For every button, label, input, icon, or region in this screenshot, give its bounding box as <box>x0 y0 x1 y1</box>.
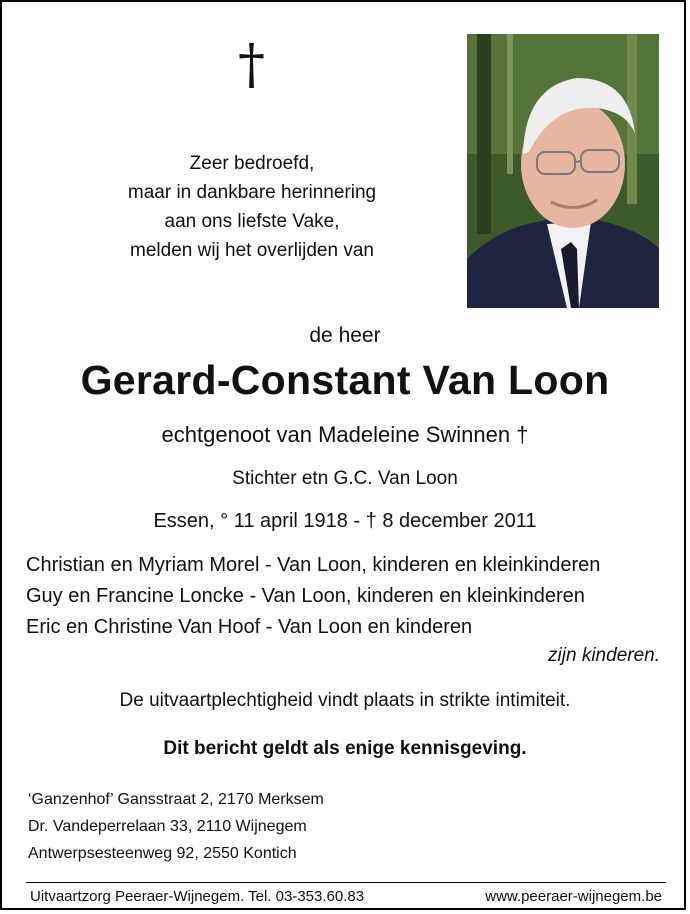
address-list <box>28 786 324 867</box>
cross-symbol: † <box>238 33 265 96</box>
spouse-line: echtgenoot van Madeleine Swinnen † <box>161 422 529 447</box>
deceased-name: Gerard-Constant Van Loon <box>80 357 610 403</box>
honorific: de heer <box>309 324 381 347</box>
funeral-home-contact: Uitvaartzorg Peeraer-Wijnegem. Tel. 03-353.60.83 <box>30 888 365 905</box>
children-list <box>26 550 600 643</box>
list-item: Guy en Francine Loncke - Van Loon, kinderen en kleinkinderen <box>26 585 585 607</box>
intro-line: Zeer bedroefd, <box>189 153 315 174</box>
list-item: Eric en Christine Van Hoof - Van Loon en kinderen <box>26 616 473 638</box>
portrait-photo <box>467 34 659 308</box>
website-text: www.peeraer-wijnegem.be <box>485 888 662 905</box>
funeral-line: De uitvaartplechtigheid vindt plaats in strikte intimiteit. <box>119 690 571 711</box>
intro-line: melden wij het overlijden van <box>130 240 374 261</box>
intro-line: maar in dankbare herinnering <box>127 182 377 203</box>
address-line: Antwerpsesteenweg 92, 2550 Kontich <box>28 845 297 862</box>
notice-line: Dit bericht geldt als enige kennisgeving. <box>163 738 527 759</box>
intro-text <box>92 149 412 265</box>
dates-line: Essen, ° 11 april 1918 - † 8 december 2011 <box>153 510 537 532</box>
list-item: Christian en Myriam Morel - Van Loon, kinderen en kleinkinderen <box>26 554 601 576</box>
address-line: ‘Ganzenhof’ Gansstraat 2, 2170 Merksem <box>28 791 324 808</box>
children-closing: zijn kinderen. <box>548 645 660 666</box>
founder-line: Stichter etn G.C. Van Loon <box>232 468 458 489</box>
intro-line: aan ons liefste Vake, <box>164 211 340 232</box>
address-line: Dr. Vandeperrelaan 33, 2110 Wijnegem <box>28 818 307 835</box>
footer-divider <box>26 882 666 883</box>
